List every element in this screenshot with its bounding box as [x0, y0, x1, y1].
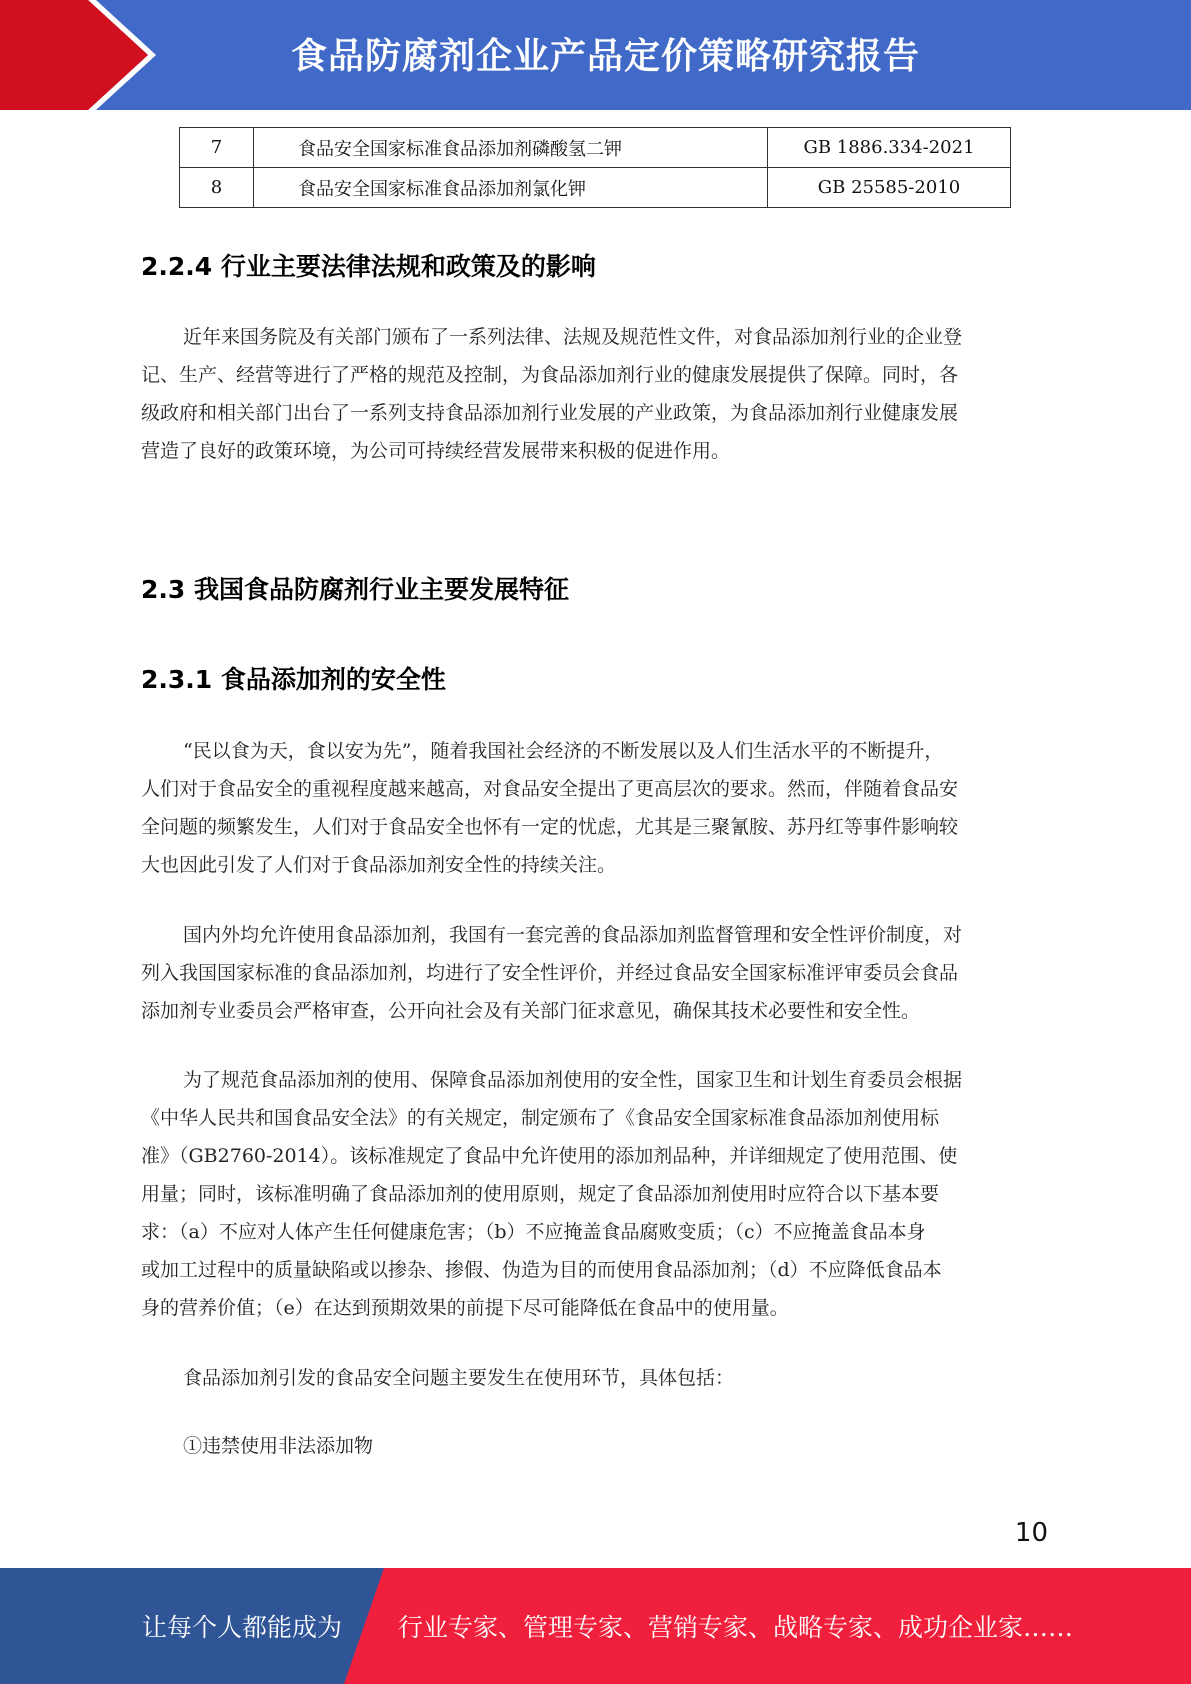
section-heading-2-2-4: 2.2.4 行业主要法律法规和政策及的影响	[141, 252, 596, 281]
paragraph-usage-issues	[141, 1359, 1046, 1397]
standard-name: 食品安全国家标准食品添加剂磷酸氢二钾	[254, 128, 768, 168]
paragraph-line: 身的营养价值；（e）在达到预期效果的前提下尽可能降低在食品中的使用量。	[141, 1297, 789, 1319]
paragraph-line: 近年来国务院及有关部门颁布了一系列法律、法规及规范性文件，对食品添加剂行业的企业登	[183, 326, 963, 348]
paragraph-line: 《中华人民共和国食品安全法》的有关规定，制定颁布了《食品安全国家标准食品添加剂使用标	[141, 1107, 940, 1129]
paragraph-line: 或加工过程中的质量缺陷或以掺杂、掺假、伪造为目的而使用食品添加剂；（d）不应降低食品本	[141, 1259, 942, 1281]
paragraph-line: 列入我国国家标准的食品添加剂，均进行了安全性评价，并经过食品安全国家标准评审委员会食品	[141, 962, 959, 984]
standards-table	[179, 127, 1011, 208]
paragraph-line: 级政府和相关部门出台了一系列支持食品添加剂行业发展的产业政策，为食品添加剂行业健康发展	[141, 402, 959, 424]
page-number: 10	[1014, 1518, 1048, 1548]
section-heading-2-3: 2.3 我国食品防腐剂行业主要发展特征	[141, 575, 569, 604]
paragraph-line: 用量；同时，该标准明确了食品添加剂的使用原则，规定了食品添加剂使用时应符合以下基本要	[141, 1183, 940, 1205]
footer-slogan-right: 行业专家、管理专家、营销专家、战略专家、成功企业家……	[398, 1613, 1074, 1642]
paragraph-line: “民以食为天，食以安为先”，随着我国社会经济的不断发展以及人们生活水平的不断提升，	[183, 740, 944, 762]
paragraph-line: 大也因此引发了人们对于食品添加剂安全性的持续关注。	[141, 854, 617, 876]
paragraph-food-safety-concern	[141, 732, 1046, 884]
table-row	[180, 128, 1011, 168]
standard-code: GB 25585-2010	[768, 168, 1011, 208]
report-title: 食品防腐剂企业产品定价策略研究报告	[290, 36, 920, 77]
paragraph-line: 食品添加剂引发的食品安全问题主要发生在使用环节，具体包括：	[183, 1367, 735, 1389]
paragraph-line: 人们对于食品安全的重视程度越来越高，对食品安全提出了更高层次的要求。然而，伴随着食品安	[141, 778, 959, 800]
paragraph-line: 准》（GB2760-2014）。该标准规定了食品中允许使用的添加剂品种，并详细规定了使用范围、使	[141, 1145, 958, 1167]
page-footer	[0, 1568, 1191, 1684]
paragraph-line: 添加剂专业委员会严格审查，公开向社会及有关部门征求意见，确保其技术必要性和安全性。	[141, 1000, 921, 1022]
standard-name: 食品安全国家标准食品添加剂氯化钾	[254, 168, 768, 208]
table-row	[180, 168, 1011, 208]
paragraph-line: 全问题的频繁发生，人们对于食品安全也怀有一定的忧虑，尤其是三聚氰胺、苏丹红等事件影响较	[141, 816, 959, 838]
paragraph-line: 国内外均允许使用食品添加剂，我国有一套完善的食品添加剂监督管理和安全性评价制度，对	[183, 924, 963, 946]
row-number: 8	[180, 168, 254, 208]
list-item-illegal-additives	[141, 1427, 1046, 1465]
page-header	[0, 0, 1191, 110]
paragraph-evaluation-system	[141, 916, 1046, 1030]
paragraph-line: 求：（a）不应对人体产生任何健康危害；（b）不应掩盖食品腐败变质；（c）不应掩盖食品本身	[141, 1221, 926, 1243]
paragraph-laws-policies	[141, 318, 1046, 470]
paragraph-gb2760-standard	[141, 1061, 1046, 1327]
paragraph-line: 为了规范食品添加剂的使用、保障食品添加剂使用的安全性，国家卫生和计划生育委员会根据	[183, 1069, 963, 1091]
footer-slogan-left: 让每个人都能成为	[142, 1613, 343, 1642]
paragraph-line: ①违禁使用非法添加物	[183, 1435, 374, 1457]
row-number: 7	[180, 128, 254, 168]
paragraph-line: 记、生产、经营等进行了严格的规范及控制，为食品添加剂行业的健康发展提供了保障。同时，各	[141, 364, 959, 386]
paragraph-line: 营造了良好的政策环境，为公司可持续经营发展带来积极的促进作用。	[141, 440, 731, 462]
standard-code: GB 1886.334-2021	[768, 128, 1011, 168]
section-heading-2-3-1: 2.3.1 食品添加剂的安全性	[141, 665, 446, 694]
